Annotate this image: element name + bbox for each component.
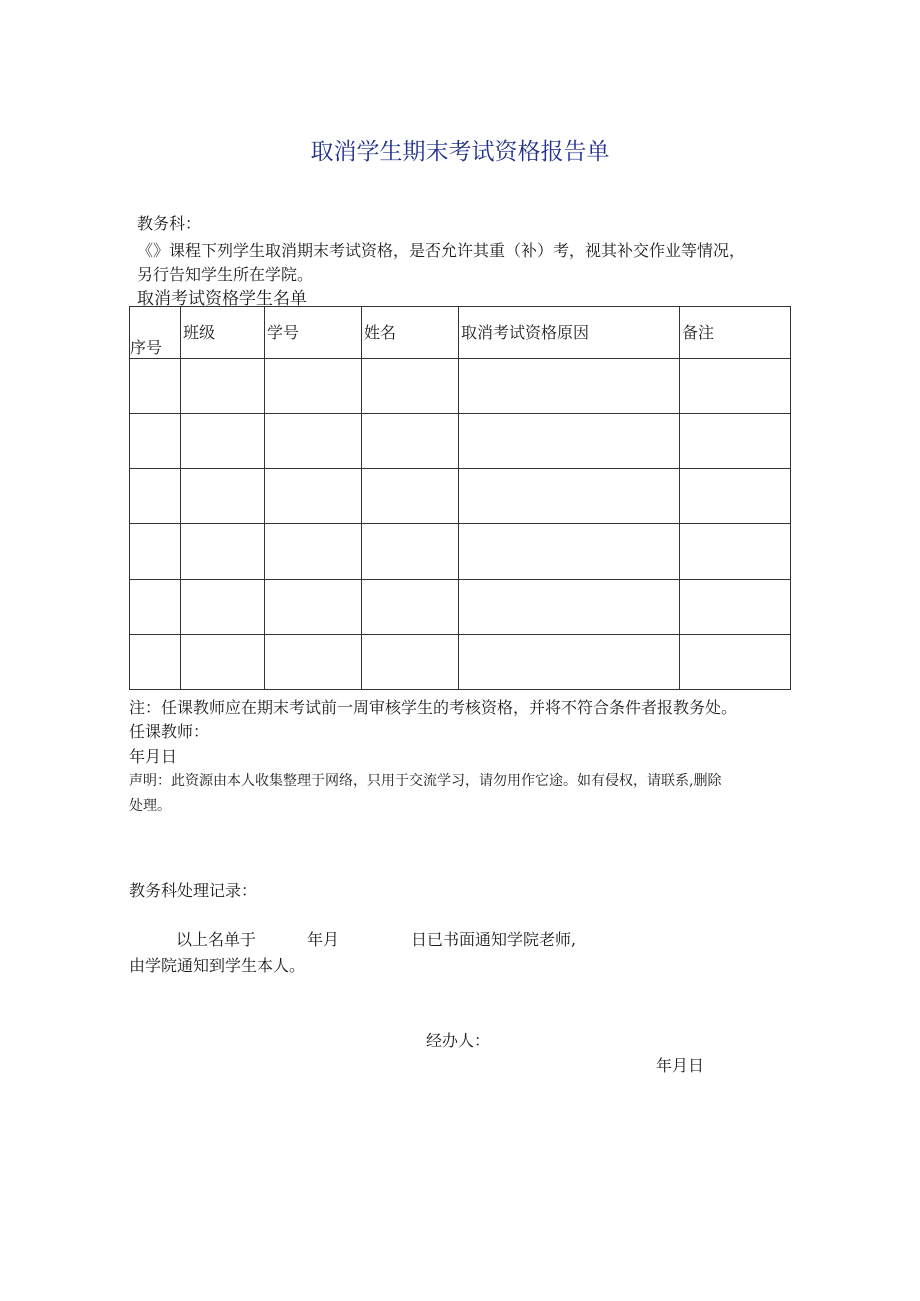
teacher-label: 任课教师： — [129, 722, 210, 741]
table-row — [130, 579, 791, 634]
page-title: 取消学生期末考试资格报告单 — [310, 139, 610, 165]
table-cell — [181, 469, 265, 524]
handler-label: 经办人： — [426, 1031, 491, 1050]
intro-line-2: 另行告知学生所在学院。 — [137, 265, 314, 284]
date-label-1: 年月日 — [129, 747, 178, 766]
table-cell — [181, 634, 265, 689]
table-cell — [130, 579, 181, 634]
table-cell — [362, 524, 459, 579]
table-row — [130, 469, 791, 524]
table-header-row — [130, 307, 791, 359]
table-cell — [130, 634, 181, 689]
notify-line-2: 由学院通知到学生本人。 — [129, 956, 306, 975]
table-cell — [680, 414, 791, 469]
disclaimer-line-2: 处理。 — [129, 798, 171, 814]
record-label: 教务科处理记录： — [129, 881, 258, 900]
table-cell — [130, 414, 181, 469]
table-cell — [459, 634, 680, 689]
table-cell — [362, 469, 459, 524]
table-cell — [181, 524, 265, 579]
header-remarks: 备注 — [680, 307, 791, 359]
table-cell — [265, 469, 362, 524]
table-cell — [459, 414, 680, 469]
table-cell — [265, 579, 362, 634]
date-label-2: 年月日 — [656, 1056, 705, 1075]
table-cell — [130, 469, 181, 524]
table-cell — [680, 524, 791, 579]
table-row — [130, 524, 791, 579]
header-class: 班级 — [181, 307, 265, 359]
table-caption: 取消考试资格学生名单 — [137, 289, 307, 309]
table-cell — [130, 524, 181, 579]
notify-part-3: 日已书面通知学院老师, — [411, 930, 577, 949]
table-cell — [181, 414, 265, 469]
disclaimer-line-1: 声明：此资源由本人收集整理于网络，只用于交流学习，请勿用作它途。如有侵权，请联系,删除 — [129, 773, 722, 789]
header-student-id: 学号 — [265, 307, 362, 359]
table-row — [130, 634, 791, 689]
notify-part-2: 年月 — [307, 930, 340, 949]
table-cell — [362, 359, 459, 414]
student-list-table — [129, 306, 791, 690]
table-row — [130, 359, 791, 414]
table-cell — [265, 524, 362, 579]
table-cell — [459, 469, 680, 524]
table-cell — [265, 414, 362, 469]
table-cell — [680, 469, 791, 524]
table-cell — [362, 414, 459, 469]
header-seq: 序号 — [130, 307, 181, 359]
table-cell — [181, 359, 265, 414]
table-cell — [680, 634, 791, 689]
table-cell — [680, 359, 791, 414]
table-cell — [459, 359, 680, 414]
table-cell — [181, 579, 265, 634]
table-row — [130, 414, 791, 469]
table-cell — [459, 524, 680, 579]
note-text: 注：任课教师应在期末考试前一周审核学生的考核资格，并将不符合条件者报教务处。 — [129, 698, 738, 717]
table-cell — [130, 359, 181, 414]
header-name: 姓名 — [362, 307, 459, 359]
salutation: 教务科： — [137, 214, 202, 233]
header-reason: 取消考试资格原因 — [459, 307, 680, 359]
table-cell — [459, 579, 680, 634]
table-cell — [265, 634, 362, 689]
table-cell — [362, 579, 459, 634]
table-cell — [265, 359, 362, 414]
notify-part-1: 以上名单于 — [176, 930, 257, 949]
table-cell — [680, 579, 791, 634]
table-cell — [362, 634, 459, 689]
intro-line-1: 《》课程下列学生取消期末考试资格，是否允许其重（补）考，视其补交作业等情况， — [137, 241, 746, 260]
